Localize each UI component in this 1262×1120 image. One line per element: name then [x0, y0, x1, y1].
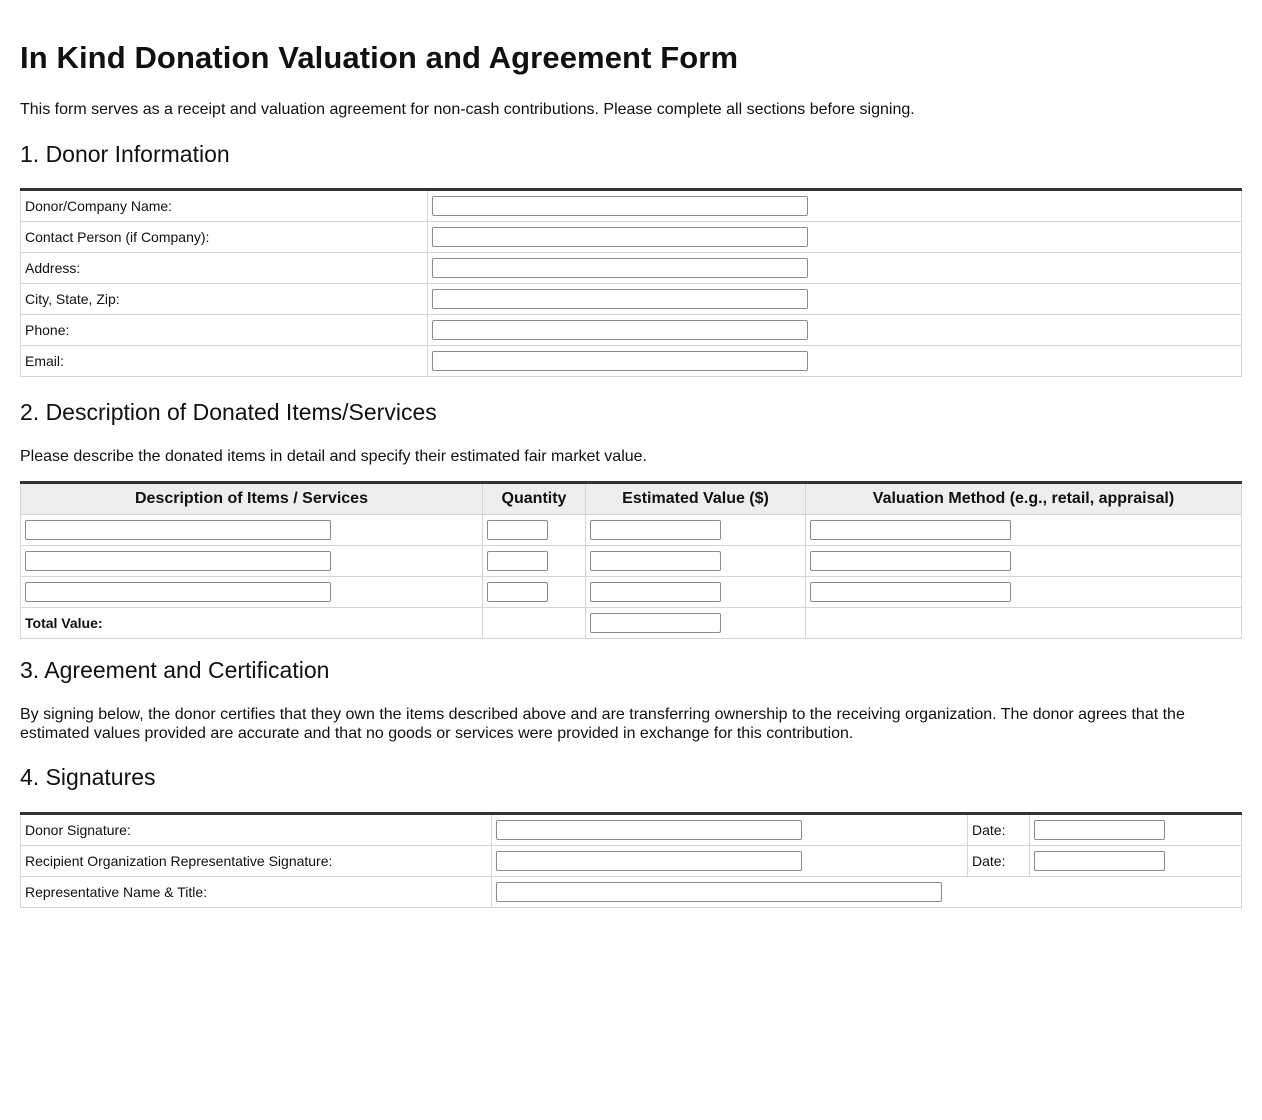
column-header-valuation-method: Valuation Method (e.g., retail, appraisal) — [806, 483, 1242, 515]
email-field[interactable] — [432, 351, 808, 371]
intro-text: This form serves as a receipt and valuation agreement for non-cash contributions. Please complete all sections before signing. — [20, 101, 915, 118]
items-section-heading: 2. Description of Donated Items/Services — [20, 399, 437, 425]
donated-items-table — [20, 481, 1242, 639]
city-state-zip-label: City, State, Zip: — [21, 284, 428, 315]
address-label: Address: — [21, 253, 428, 284]
representative-name-label: Representative Name & Title: — [21, 877, 492, 908]
donor-name-field[interactable] — [432, 196, 808, 216]
table-row — [21, 546, 1242, 577]
item-quantity-field[interactable] — [487, 582, 548, 602]
table-row — [21, 190, 1242, 222]
item-value-field[interactable] — [590, 520, 721, 540]
signatures-section-heading: 4. Signatures — [20, 764, 156, 790]
column-header-description: Description of Items / Services — [21, 483, 483, 515]
table-row — [21, 315, 1242, 346]
table-row — [21, 253, 1242, 284]
agreement-text: By signing below, the donor certifies that they own the items described above and are transferring ownership to the receiving organization. The donor agrees that the estimated values provided are accurate and that no goods or services were provided in exchange for this contribution. — [20, 706, 1185, 742]
column-header-quantity: Quantity — [483, 483, 586, 515]
donor-info-table — [20, 188, 1242, 377]
item-value-field[interactable] — [590, 551, 721, 571]
agreement-section-heading: 3. Agreement and Certification — [20, 657, 330, 683]
table-row — [21, 814, 1242, 846]
contact-person-field[interactable] — [432, 227, 808, 247]
phone-field[interactable] — [432, 320, 808, 340]
contact-person-label: Contact Person (if Company): — [21, 222, 428, 253]
recipient-signature-field[interactable] — [496, 851, 802, 871]
table-row — [21, 846, 1242, 877]
item-description-field[interactable] — [25, 551, 331, 571]
total-row — [21, 608, 1242, 639]
representative-name-field[interactable] — [496, 882, 942, 902]
table-row — [21, 222, 1242, 253]
item-quantity-field[interactable] — [487, 520, 548, 540]
donor-signature-label: Donor Signature: — [21, 814, 492, 846]
donor-section-heading: 1. Donor Information — [20, 141, 230, 167]
recipient-date-label: Date: — [968, 846, 1030, 877]
item-description-field[interactable] — [25, 520, 331, 540]
item-quantity-field[interactable] — [487, 551, 548, 571]
donor-name-label: Donor/Company Name: — [21, 190, 428, 222]
total-value-label: Total Value: — [21, 608, 483, 639]
donor-signature-field[interactable] — [496, 820, 802, 840]
table-row — [21, 346, 1242, 377]
table-row — [21, 284, 1242, 315]
recipient-signature-label: Recipient Organization Representative Signature: — [21, 846, 492, 877]
table-row — [21, 877, 1242, 908]
donor-date-label: Date: — [968, 814, 1030, 846]
recipient-date-field[interactable] — [1034, 851, 1165, 871]
item-method-field[interactable] — [810, 520, 1011, 540]
signatures-table — [20, 812, 1242, 908]
city-state-zip-field[interactable] — [432, 289, 808, 309]
item-value-field[interactable] — [590, 582, 721, 602]
page-title: In Kind Donation Valuation and Agreement Form — [20, 40, 739, 75]
address-field[interactable] — [432, 258, 808, 278]
item-method-field[interactable] — [810, 582, 1011, 602]
item-method-field[interactable] — [810, 551, 1011, 571]
item-description-field[interactable] — [25, 582, 331, 602]
table-row — [21, 577, 1242, 608]
table-row — [21, 515, 1242, 546]
table-header-row — [21, 483, 1242, 515]
column-header-estimated-value: Estimated Value ($) — [586, 483, 806, 515]
email-label: Email: — [21, 346, 428, 377]
phone-label: Phone: — [21, 315, 428, 346]
items-intro-text: Please describe the donated items in detail and specify their estimated fair market value. — [20, 448, 647, 465]
donor-date-field[interactable] — [1034, 820, 1165, 840]
total-value-field[interactable] — [590, 613, 721, 633]
